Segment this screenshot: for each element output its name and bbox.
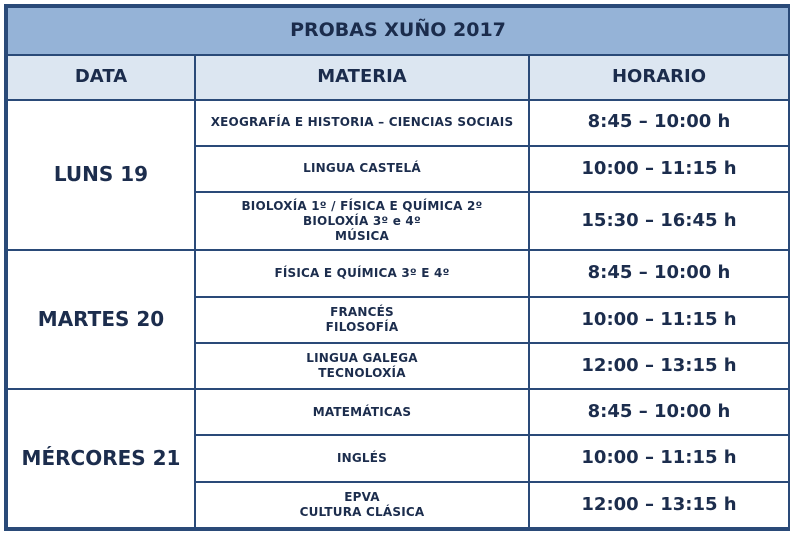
subject-cell xyxy=(195,389,529,435)
day-label: LUNS 19 xyxy=(7,100,195,251)
subject-name: LINGUA GALEGA xyxy=(306,351,418,366)
day-label: MÉRCORES 21 xyxy=(7,389,195,528)
time-cell: 8:45 – 10:00 h xyxy=(529,100,789,146)
subject-name: XEOGRAFÍA E HISTORIA – CIENCIAS SOCIAIS xyxy=(210,115,514,130)
subject-name: BIOLOXÍA 1º / FÍSICA E QUÍMICA 2º xyxy=(241,198,483,213)
day-label: MARTES 20 xyxy=(7,250,195,389)
subject-cell xyxy=(195,435,529,481)
subject-cell xyxy=(195,100,529,146)
schedule-table xyxy=(6,6,790,529)
schedule-row xyxy=(7,100,789,146)
time-cell: 12:00 – 13:15 h xyxy=(529,482,789,528)
subject-name: FÍSICA E QUÍMICA 3º E 4º xyxy=(274,266,450,280)
time-cell: 8:45 – 10:00 h xyxy=(529,250,789,296)
header-subject: MATERIA xyxy=(195,55,529,99)
exam-schedule xyxy=(4,4,790,531)
subject-name: TECNOLOXÍA xyxy=(318,366,406,381)
subject-cell xyxy=(195,192,529,250)
subject-cell xyxy=(195,146,529,192)
subject-name: MÚSICA xyxy=(334,228,390,243)
subject-name: INGLÉS xyxy=(336,451,388,466)
title-row xyxy=(7,7,789,55)
subject-name: LINGUA CASTELÁ xyxy=(303,161,421,176)
subject-name: FRANCÉS xyxy=(330,304,394,319)
time-cell: 10:00 – 11:15 h xyxy=(529,297,789,343)
subject-name: FILOSOFÍA xyxy=(325,319,399,334)
time-cell: 10:00 – 11:15 h xyxy=(529,146,789,192)
time-cell: 12:00 – 13:15 h xyxy=(529,343,789,389)
subject-cell xyxy=(195,297,529,343)
subject-name: CULTURA CLÁSICA xyxy=(299,504,425,519)
subject-name: MATEMÁTICAS xyxy=(312,404,412,419)
schedule-row xyxy=(7,389,789,435)
schedule-row xyxy=(7,250,789,296)
subject-name: EPVA xyxy=(344,489,380,504)
time-cell: 10:00 – 11:15 h xyxy=(529,435,789,481)
header-row xyxy=(7,55,789,99)
time-cell: 8:45 – 10:00 h xyxy=(529,389,789,435)
subject-cell xyxy=(195,343,529,389)
time-cell: 15:30 – 16:45 h xyxy=(529,192,789,250)
header-time: HORARIO xyxy=(529,55,789,99)
subject-cell xyxy=(195,250,529,296)
subject-cell xyxy=(195,482,529,528)
header-date: DATA xyxy=(7,55,195,99)
subject-name: BIOLOXÍA 3º e 4º xyxy=(303,213,421,228)
schedule-title: PROBAS XUÑO 2017 xyxy=(7,7,789,55)
